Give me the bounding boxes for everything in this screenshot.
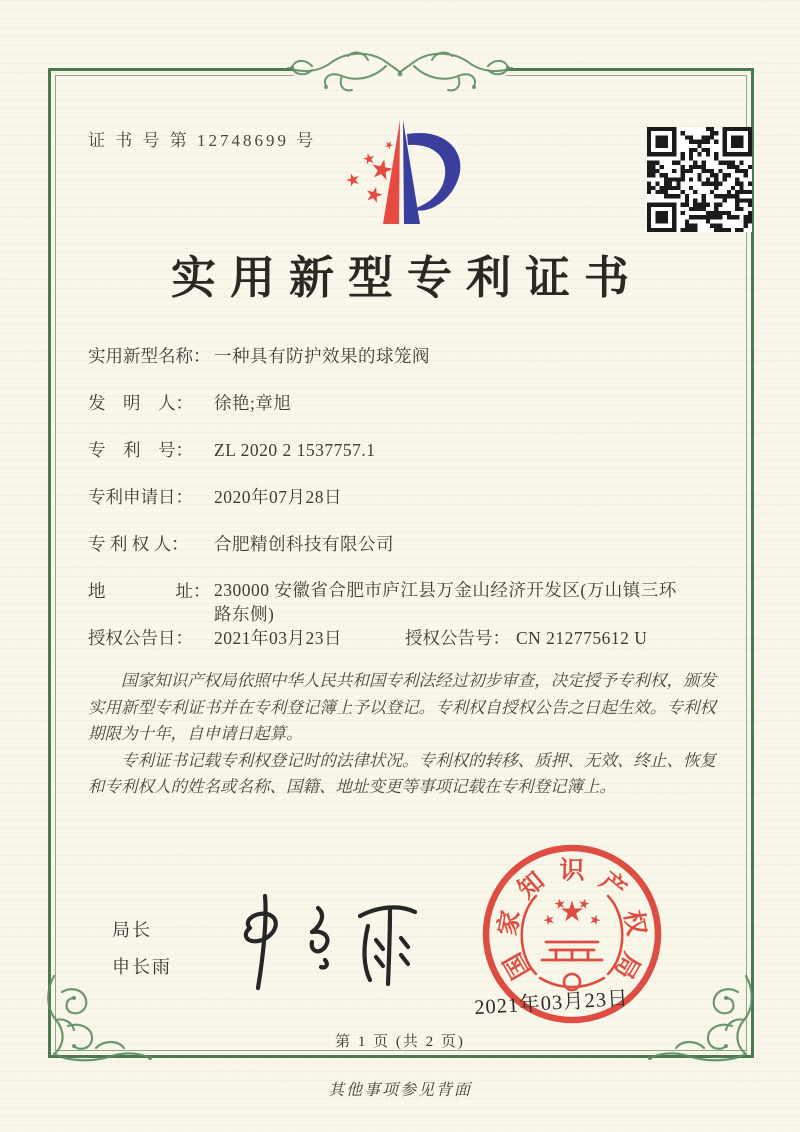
svg-text:知: 知 <box>513 867 550 905</box>
field-row-patent-number <box>88 438 718 462</box>
field-row-filing-date <box>88 485 718 509</box>
back-side-note: 其他事项参见背面 <box>327 1082 472 1099</box>
field-value: 2020年07月28日 <box>214 487 342 507</box>
field-row-name <box>88 344 718 368</box>
field-label: 实用新型名称： <box>88 346 211 366</box>
field-value: CN 212775612 U <box>516 628 648 648</box>
field-label: 授权公告日： <box>88 628 193 648</box>
svg-text:权: 权 <box>618 908 650 938</box>
field-label: 发 明 人： <box>88 393 193 413</box>
field-label: 授权公告号： <box>405 628 510 648</box>
field-value: 一种具有防护效果的球笼阀 <box>214 346 430 366</box>
field-grant-number <box>405 626 647 650</box>
field-row-grant-date <box>88 626 718 650</box>
field-row-inventor <box>88 391 718 415</box>
qr-code-icon <box>646 127 753 232</box>
field-value: 230000 安徽省合肥市庐江县万金山经济开发区(万山镇三环路东侧) <box>214 580 677 624</box>
field-list <box>88 344 718 673</box>
svg-text:国: 国 <box>499 947 536 984</box>
commissioner-title: 局长 <box>112 920 152 940</box>
field-label: 专利申请日： <box>88 487 193 507</box>
svg-text:局: 局 <box>608 947 645 984</box>
field-value: 2021年03月23日 <box>214 628 342 648</box>
cnipa-logo-icon <box>343 112 471 236</box>
certificate-title: 实用新型专利证书 <box>170 253 643 303</box>
commissioner-signature-icon <box>222 888 427 996</box>
field-row-address <box>88 579 718 626</box>
svg-text:识: 识 <box>559 857 585 885</box>
legal-text <box>88 668 716 801</box>
legal-paragraph-1: 国家知识产权局依照中华人民共和国专利法经过初步审查，决定授予专利权，颁发实用新型专利证书并在专利登记簿上予以登记。专利权自授权公告之日起生效。专利权期限为十年，自申请日起算。 <box>88 671 716 743</box>
legal-paragraph-2: 专利证书记载专利权登记时的法律状况。专利权的转移、质押、无效、终止、恢复和专利权人的姓名或名称、国籍、地址变更等事项记载在专利登记簿上。 <box>88 750 716 796</box>
svg-text:家: 家 <box>494 908 526 938</box>
seal-date: 2021年03月23日 <box>473 987 630 1020</box>
svg-text:产: 产 <box>594 867 631 905</box>
certificate-number: 证 书 号 第 12748699 号 <box>88 131 317 150</box>
page-number: 第 1 页 (共 2 页) <box>335 1034 465 1050</box>
field-value: 合肥精创科技有限公司 <box>214 534 394 554</box>
commissioner-name: 申长雨 <box>112 957 172 977</box>
field-value: 徐艳;章旭 <box>214 393 292 413</box>
seal-ring-text <box>494 857 651 984</box>
top-scroll-ornament-icon <box>282 38 518 118</box>
field-value: ZL 2020 2 1537757.1 <box>214 440 376 460</box>
field-label: 地 址： <box>88 581 211 601</box>
field-label: 专 利 权 人： <box>88 534 189 554</box>
field-row-patentee <box>88 532 718 556</box>
field-label: 专 利 号： <box>88 440 193 460</box>
